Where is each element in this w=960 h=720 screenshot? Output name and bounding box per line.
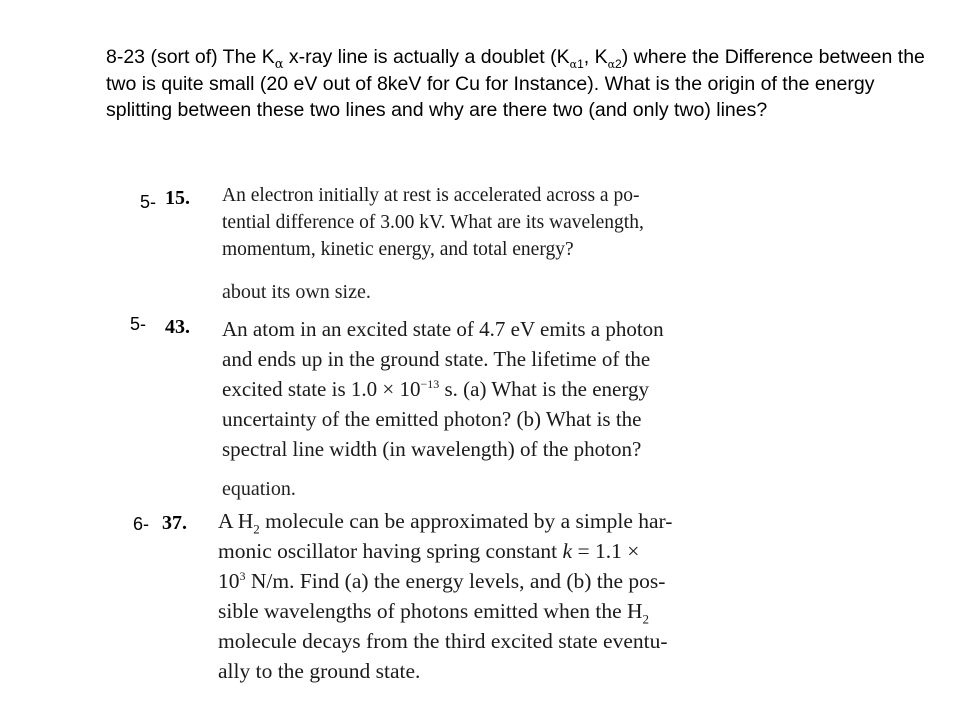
line-part: sible wavelengths of photons emitted when the H (218, 599, 643, 623)
line-part: s. (a) What is the energy (439, 377, 649, 401)
header-part1: 8-23 (sort of) The K (106, 46, 275, 68)
header-sub1: 1 (577, 56, 584, 71)
problem-number: 37. (162, 512, 187, 534)
header-sub2: 2 (615, 56, 622, 71)
fragment-text: equation. (222, 478, 296, 500)
problem-line (218, 536, 672, 566)
problem-line: An electron initially at rest is accelerated across a po- (222, 185, 640, 206)
exponent: −13 (420, 377, 440, 391)
problem-number: 43. (165, 316, 190, 338)
problem-line: uncertainty of the emitted photon? (b) What is the (222, 407, 642, 431)
problem-line (218, 566, 672, 596)
cropped-text-fragment (222, 281, 432, 303)
cropped-text-fragment (222, 478, 332, 500)
line-part: = 1.1 × (572, 539, 640, 563)
problem-line: and ends up in the ground state. The lifetime of the (222, 347, 651, 371)
alpha-symbol-sub2: α (607, 57, 616, 71)
problem-prefix: 5- (140, 192, 157, 212)
problem-line (218, 506, 672, 536)
problem-prefix: 5- (130, 314, 147, 334)
line-part: excited state is 1.0 × 10 (222, 377, 421, 401)
alpha-symbol: α (274, 56, 284, 72)
exponent: 3 (239, 568, 246, 583)
line-part: molecule can be approximated by a simple har- (259, 509, 673, 533)
problem-line: ally to the ground state. (218, 659, 421, 683)
fragment-text: about its own size. (222, 281, 371, 303)
alpha-symbol-sub1: α (569, 57, 578, 71)
problem-5-43-text (222, 314, 664, 464)
problem-line: momentum, kinetic energy, and total energy? (222, 239, 574, 260)
problem-5-15-text (222, 182, 644, 263)
subscript: 2 (253, 521, 260, 537)
problem-line (222, 374, 664, 404)
problem-line: An atom in an excited state of 4.7 eV emits a photon (222, 317, 664, 341)
header-part2: x-ray line is actually a doublet (K (283, 46, 570, 68)
problem-line: spectral line width (in wavelength) of the photon? (222, 437, 642, 461)
line-part: monic oscillator having spring constant (218, 539, 563, 563)
subscript: 2 (642, 611, 650, 627)
problem-prefix: 6- (133, 514, 150, 534)
header-part3: , K (583, 46, 608, 68)
line-part: N/m. Find (a) the energy levels, and (b) the pos- (245, 569, 666, 593)
problem-6-37-text (218, 506, 672, 686)
problem-line: molecule decays from the third excited state eventu- (218, 629, 668, 653)
line-part: 10 (218, 569, 240, 593)
problem-8-23-text (106, 44, 926, 124)
line-part: A H (218, 509, 254, 533)
problem-line (218, 596, 672, 626)
header-part4: ) where the Difference between the two is quite small (20 eV out of 8keV for Cu for Instance). What is the origin of the energy splitting between these two lines and why are there two (and only two) lines? (106, 46, 925, 121)
problem-number: 15. (165, 187, 190, 209)
problem-line: tential difference of 3.00 kV. What are its wavelength, (222, 212, 644, 233)
variable-k: k (562, 539, 573, 563)
